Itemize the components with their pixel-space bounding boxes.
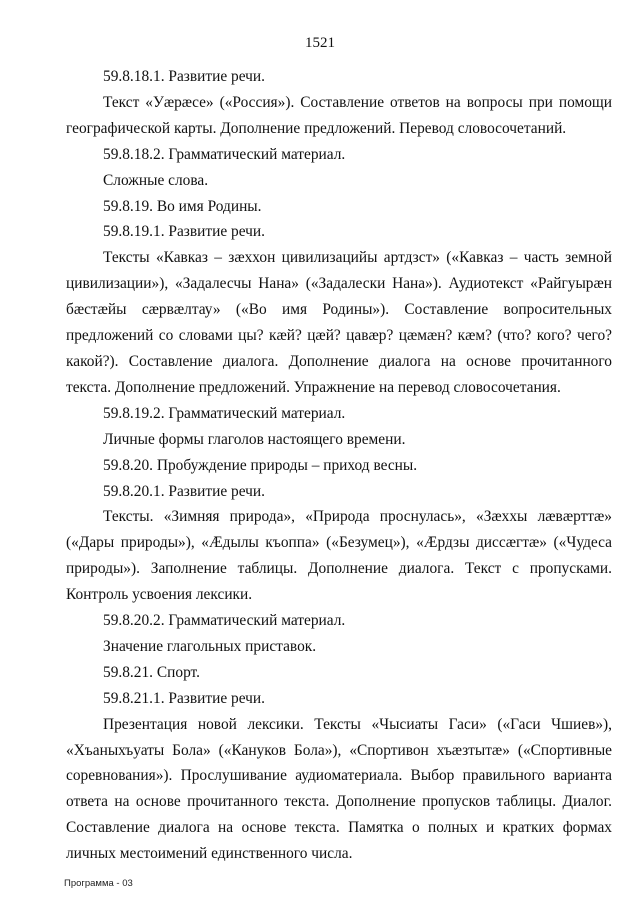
section-heading: 59.8.21.1. Развитие речи. bbox=[103, 689, 265, 707]
section-heading: 59.8.19. Во имя Родины. bbox=[103, 197, 262, 215]
paragraph: Текст «Уæрæсе» («Россия»). Составление ответов на вопросы при помощи географической карты. Дополнение предложений. Перевод словосочетаний. bbox=[66, 93, 612, 137]
section-heading: 59.8.18.2. Грамматический материал. bbox=[103, 145, 346, 163]
section-heading: 59.8.19.1. Развитие речи. bbox=[103, 223, 265, 241]
section-heading: 59.8.21. Спорт. bbox=[103, 663, 200, 681]
section-heading: 59.8.19.2. Грамматический материал. bbox=[103, 404, 346, 422]
page-footer: Программа - 03 bbox=[64, 878, 133, 889]
paragraph: Сложные слова. bbox=[103, 171, 209, 189]
section-heading: 59.8.18.1. Развитие речи. bbox=[103, 68, 265, 85]
paragraph: Личные формы глаголов настоящего времени. bbox=[103, 430, 406, 448]
paragraph: Презентация новой лексики. Тексты «Чысиаты Гаси» («Гаси Чшиев»), «Хъаныхъуаты Бола» («Кануков Бола»), «Спортивон хъæзтытæ» («Спортивные соревнования»). Прослушивание аудиоматериала. Выбор правильного варианта ответа на основе прочитанного текста. Дополнение пропусков таблицы. Диалог. Составление диалога на основе текста. Памятка о полных и кратких формах личных местоимений единственного числа. bbox=[66, 715, 612, 863]
section-heading: 59.8.20.1. Развитие речи. bbox=[103, 482, 265, 500]
paragraph: Значение глагольных приставок. bbox=[103, 637, 317, 655]
section-heading: 59.8.20. Пробуждение природы – приход весны. bbox=[103, 456, 418, 474]
document-body bbox=[66, 64, 612, 867]
page-number: 1521 bbox=[305, 35, 335, 51]
paragraph: Тексты «Кавказ – зæххон цивилизацийы артдзст» («Кавказ – часть земной цивилизации»), «Задалесчы Нана» («Задалески Нана»). Аудиотекст «Райгуырæн бæстæйы сæрвæлтау» («Во имя Родины»). Составление вопросительных предложений со словами цы? кæй? цæй? цавæр? цæмæн? кæм? (что? кого? чего? какой?). Составление диалога. Дополнение диалога на основе прочитанного текста. Дополнение предложений. Упражнение на перевод словосочетания. bbox=[66, 249, 612, 396]
section-heading: 59.8.20.2. Грамматический материал. bbox=[103, 612, 346, 630]
paragraph: Тексты. «Зимняя природа», «Природа проснулась», «Зæххы лæвæрттæ» («Дары природы»), «Ӕдылы къоппа» («Безумец»), «Ӕрдзы диссæгтæ» («Чудеса природы»). Заполнение таблицы. Дополнение диалога. Текст с пропусками. Контроль усвоения лексики. bbox=[66, 508, 612, 604]
